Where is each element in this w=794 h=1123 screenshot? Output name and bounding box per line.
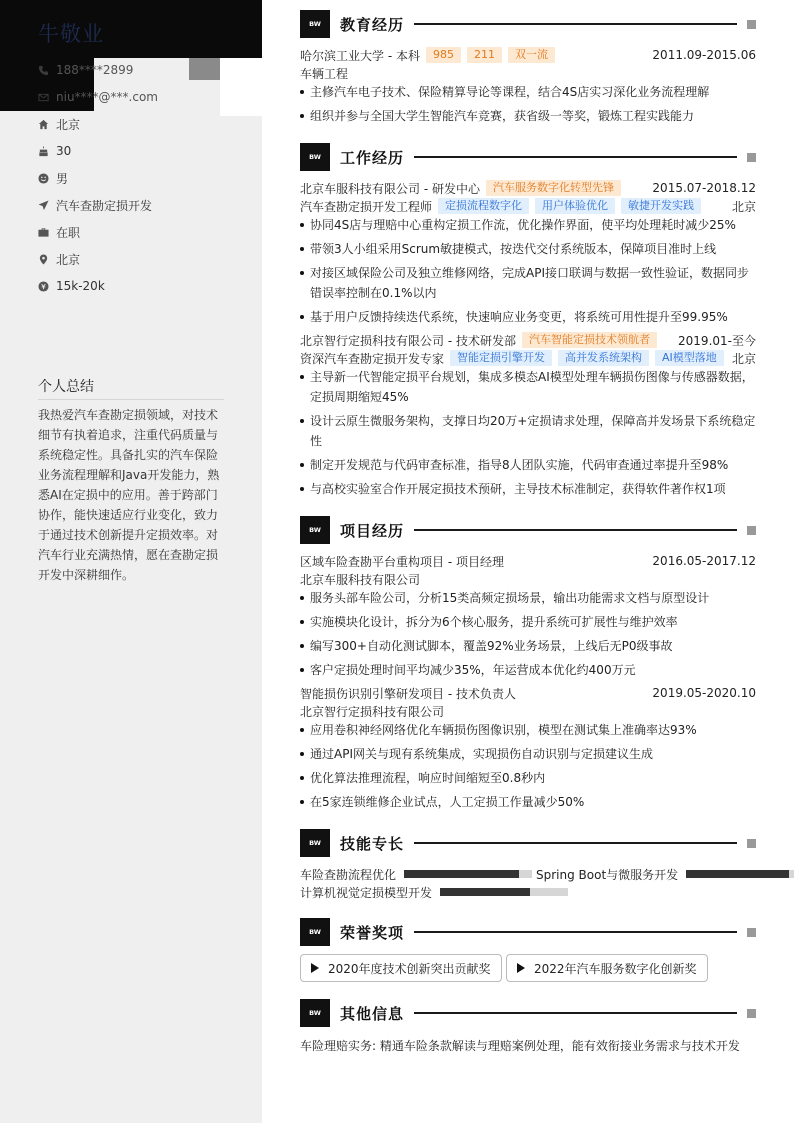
education-major: 车辆工程 bbox=[300, 66, 349, 81]
section-divider bbox=[414, 1012, 737, 1014]
play-icon bbox=[311, 963, 319, 973]
job-skill-tag: 定损流程数字化 bbox=[438, 198, 529, 214]
summary-title: 个人总结 bbox=[38, 376, 224, 400]
job-bullet: 对接区域保险公司及独立维修网络，完成API接口联调与数据一致性验证，数据同步错误率控制在0.1%以内 bbox=[300, 263, 756, 303]
project-header-row bbox=[300, 684, 756, 702]
age-text: 30 bbox=[56, 144, 72, 158]
project-bullet: 服务头部车险公司，分析15类高频定损场景，输出功能需求文档与原型设计 bbox=[300, 588, 756, 608]
project-company: 北京车服科技有限公司 bbox=[300, 572, 421, 587]
info-target-role bbox=[38, 196, 152, 214]
job-position: 汽车查勘定损开发工程师 bbox=[300, 199, 433, 214]
school-tag: 双一流 bbox=[508, 47, 555, 63]
project-bullet: 编写300+自动化测试脚本，覆盖92%业务场景，上线后无P0级事故 bbox=[300, 636, 756, 656]
skill-name: 车险查勘流程优化 bbox=[300, 867, 397, 882]
skill-bar bbox=[686, 870, 794, 878]
send-icon bbox=[38, 200, 49, 211]
education-header-row bbox=[300, 46, 756, 64]
info-status bbox=[38, 223, 80, 241]
gender-text: 男 bbox=[56, 171, 69, 186]
section-divider bbox=[414, 529, 737, 531]
job-company: 北京车服科技有限公司 - 研发中心 bbox=[300, 181, 480, 196]
header-white-block bbox=[220, 58, 262, 116]
job-company: 北京智行定损科技有限公司 - 技术研发部 bbox=[300, 333, 516, 348]
school-name: 哈尔滨工业大学 - 本科 bbox=[300, 48, 420, 63]
job-highlight-tag: 汽车智能定损技术领航者 bbox=[522, 332, 657, 348]
skill-bar bbox=[440, 888, 568, 896]
award-text: 2020年度技术创新突出贡献奖 bbox=[328, 961, 491, 976]
job-bullet: 基于用户反馈持续迭代系统，快速响应业务变更，将系统可用性提升至99.95% bbox=[300, 307, 756, 327]
project-bullet: 在5家连锁维修企业试点，人工定损工作量减少50% bbox=[300, 792, 756, 812]
job-date: 2015.07-2018.12 bbox=[652, 181, 756, 195]
job-city: 北京 bbox=[731, 351, 756, 366]
job-skill-tag: 用户体验优化 bbox=[535, 198, 615, 214]
project-name: 智能损伤识别引擎研发项目 - 技术负责人 bbox=[300, 686, 516, 701]
project-company-row bbox=[300, 570, 756, 588]
section-divider bbox=[414, 156, 737, 158]
section-divider bbox=[414, 842, 737, 844]
job-bullet: 主导新一代智能定损平台规划，集成多模态AI模型处理车辆损伤图像与传感器数据，定损周期缩短45% bbox=[300, 367, 756, 407]
info-phone bbox=[38, 61, 133, 79]
award-item bbox=[506, 954, 708, 982]
section-square-icon bbox=[747, 526, 756, 535]
job-bullet: 协同4S店与理赔中心重构定损工作流，优化操作界面，使平均处理耗时减少25% bbox=[300, 215, 756, 235]
skill-bar-fill bbox=[404, 870, 519, 878]
project-company: 北京智行定损科技有限公司 bbox=[300, 704, 445, 719]
play-icon bbox=[517, 963, 525, 973]
skill-bar bbox=[404, 870, 532, 878]
coin-icon bbox=[38, 281, 49, 292]
job-city: 北京 bbox=[731, 199, 756, 214]
education-section-header bbox=[300, 10, 756, 38]
target-city-text: 北京 bbox=[56, 252, 81, 267]
skill-bar-fill bbox=[686, 870, 789, 878]
project-bullet: 优化算法推理流程，响应时间缩短至0.8秒内 bbox=[300, 768, 756, 788]
target-role-text: 汽车查勘定损开发 bbox=[56, 198, 153, 213]
section-logo-icon: BW bbox=[300, 143, 330, 171]
project-date: 2019.05-2020.10 bbox=[652, 686, 756, 700]
education-bullet: 主修汽车电子技术、保险精算导论等课程，结合4S店实习深化业务流程理解 bbox=[300, 82, 756, 102]
job-skill-tag: 敏捷开发实践 bbox=[621, 198, 701, 214]
section-square-icon bbox=[747, 839, 756, 848]
info-age bbox=[38, 142, 71, 160]
job-skill-tag: 高并发系统架构 bbox=[558, 350, 649, 366]
school-tag: 211 bbox=[467, 47, 502, 63]
status-text: 在职 bbox=[56, 225, 81, 240]
cake-icon bbox=[38, 146, 49, 157]
work-section-header bbox=[300, 143, 756, 171]
skills-title: 技能专长 bbox=[340, 834, 405, 853]
project-bullet: 应用卷积神经网络优化车辆损伤图像识别，模型在测试集上准确率达93% bbox=[300, 720, 756, 740]
skills-section-header bbox=[300, 829, 756, 857]
mail-icon bbox=[38, 92, 49, 103]
section-square-icon bbox=[747, 1009, 756, 1018]
candidate-name: 牛敬业 bbox=[38, 22, 104, 46]
job-skill-tag: 智能定损引擎开发 bbox=[450, 350, 552, 366]
other-section-header bbox=[300, 999, 756, 1027]
skill-item bbox=[300, 865, 532, 883]
education-major-row bbox=[300, 64, 756, 82]
project-bullet: 客户定损处理时间平均减少35%，年运营成本优化约400万元 bbox=[300, 660, 756, 680]
award-text: 2022年汽车服务数字化创新奖 bbox=[534, 961, 697, 976]
job-header-row bbox=[300, 179, 756, 197]
phone-icon bbox=[38, 65, 49, 76]
project-header-row bbox=[300, 552, 756, 570]
job-date: 2019.01-至今 bbox=[678, 333, 756, 348]
projects-section-header bbox=[300, 516, 756, 544]
section-divider bbox=[414, 23, 737, 25]
job-header-row bbox=[300, 331, 756, 349]
project-bullet: 实施模块化设计，拆分为6个核心服务，提升系统可扩展性与维护效率 bbox=[300, 612, 756, 632]
section-logo-icon: BW bbox=[300, 829, 330, 857]
project-date: 2016.05-2017.12 bbox=[652, 554, 756, 568]
skill-item bbox=[300, 883, 568, 901]
education-title: 教育经历 bbox=[340, 15, 405, 34]
skill-name: Spring Boot与微服务开发 bbox=[536, 867, 679, 882]
section-logo-icon: BW bbox=[300, 918, 330, 946]
info-location bbox=[38, 115, 80, 133]
project-company-row bbox=[300, 702, 756, 720]
section-divider bbox=[414, 931, 737, 933]
other-info-row bbox=[300, 1036, 756, 1054]
education-bullet: 组织并参与全国大学生智能汽车竞赛，获省级一等奖，锻炼工程实践能力 bbox=[300, 106, 756, 126]
job-position-row bbox=[300, 349, 756, 367]
other-title: 其他信息 bbox=[340, 1004, 405, 1023]
job-position: 资深汽车查勘定损开发专家 bbox=[300, 351, 445, 366]
skill-bar-fill bbox=[440, 888, 530, 896]
skill-item bbox=[536, 865, 794, 883]
smile-icon bbox=[38, 173, 49, 184]
other-info-text: 车险理赔实务: 精通车险条款解读与理赔案例处理，能有效衔接业务需求与技术开发 bbox=[300, 1038, 740, 1053]
job-position-row bbox=[300, 197, 756, 215]
salary-text: 15k-20k bbox=[56, 279, 105, 293]
job-bullet: 制定开发规范与代码审查标准，指导8人团队实施，代码审查通过率提升至98% bbox=[300, 455, 756, 475]
awards-title: 荣誉奖项 bbox=[340, 923, 405, 942]
awards-section-header bbox=[300, 918, 756, 946]
summary-text: 我热爱汽车查勘定损领域，对技术细节有执着追求，注重代码质量与系统稳定性。具备扎实的汽车保险业务流程理解和Java开发能力，熟悉AI在定损中的应用。善于跨部门协作，能快速适应行业变化，致力于通过技术创新提升定损效率。对汽车行业充满热情，愿在查勘定损开发中深耕细作。 bbox=[38, 408, 220, 582]
award-item bbox=[300, 954, 502, 982]
job-highlight-tag: 汽车服务数字化转型先锋 bbox=[486, 180, 621, 196]
projects-title: 项目经历 bbox=[340, 521, 405, 540]
section-logo-icon: BW bbox=[300, 999, 330, 1027]
school-tag: 985 bbox=[426, 47, 461, 63]
skill-name: 计算机视觉定损模型开发 bbox=[300, 885, 433, 900]
job-bullet: 与高校实验室合作开展定损技术预研，主导技术标准制定，获得软件著作权1项 bbox=[300, 479, 756, 499]
email-text: niu****@***.com bbox=[56, 90, 158, 104]
section-square-icon bbox=[747, 20, 756, 29]
project-bullet: 通过API网关与现有系统集成，实现损伤自动识别与定损建议生成 bbox=[300, 744, 756, 764]
section-logo-icon: BW bbox=[300, 516, 330, 544]
job-bullet: 带领3人小组采用Scrum敏捷模式，按迭代交付系统版本，保障项目准时上线 bbox=[300, 239, 756, 259]
education-date: 2011.09-2015.06 bbox=[652, 48, 756, 62]
home-icon bbox=[38, 119, 49, 130]
work-title: 工作经历 bbox=[340, 148, 405, 167]
section-square-icon bbox=[747, 153, 756, 162]
project-name: 区域车险查勘平台重构项目 - 项目经理 bbox=[300, 554, 504, 569]
location-text: 北京 bbox=[56, 117, 81, 132]
info-gender bbox=[38, 169, 68, 187]
phone-text: 188****2899 bbox=[56, 63, 134, 77]
map-pin-icon bbox=[38, 254, 49, 265]
info-target-city bbox=[38, 250, 80, 268]
briefcase-icon bbox=[38, 227, 49, 238]
section-square-icon bbox=[747, 928, 756, 937]
section-logo-icon: BW bbox=[300, 10, 330, 38]
job-bullet: 设计云原生微服务架构，支撑日均20万+定损请求处理，保障高并发场景下系统稳定性 bbox=[300, 411, 756, 451]
job-skill-tag: AI模型落地 bbox=[655, 350, 724, 366]
info-email bbox=[38, 88, 158, 106]
sidebar bbox=[0, 0, 262, 1123]
info-salary bbox=[38, 277, 105, 295]
